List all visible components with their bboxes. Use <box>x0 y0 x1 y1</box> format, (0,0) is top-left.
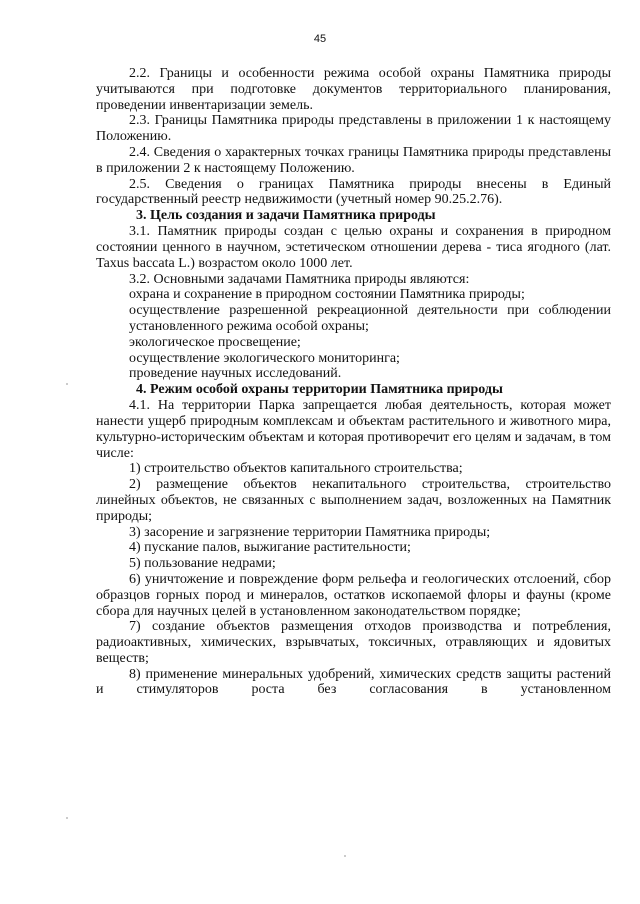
prohibition-item: 2) размещение объектов некапитального строительства, строительство линейных объектов, не связанных с выполнением задач, возложенных на Памятник природы; <box>96 477 611 524</box>
scan-speck <box>66 817 68 819</box>
task-item: осуществление экологического мониторинга; <box>129 350 400 366</box>
prohibition-item: 8) применение минеральных удобрений, химических средств защиты растений и стимуляторов роста без согласования в установленном <box>96 666 611 698</box>
scan-speck <box>66 383 68 385</box>
paragraph-2-2: 2.2. Границы и особенности режима особой охраны Памятника природы учитываются при подготовке документов территориального планирования, проведении инвентаризации земель. <box>96 66 611 113</box>
paragraph-3-2: 3.2. Основными задачами Памятника природы являются: <box>129 271 470 287</box>
prohibition-item: 3) засорение и загрязнение территории Памятника природы; <box>129 524 491 540</box>
paragraph-3-1: 3.1. Памятник природы создан с целью охраны и сохранения в природном состоянии ценного в научном, эстетическом отношении дерева - тиса ягодного (лат. Taxus baccata L.) возрастом около 1000 лет. <box>96 224 611 271</box>
prohibition-item: 7) создание объектов размещения отходов производства и потребления, радиоактивных, химических, взрывчатых, токсичных, отравляющих и ядовитых веществ; <box>96 619 611 666</box>
paragraph-4-1: 4.1. На территории Парка запрещается любая деятельность, которая может нанести ущерб природным комплексам и объектам растительного и животного мира, культурно-историческим объектам и которая противоречит его целям и задачам, в том числе: <box>96 398 611 461</box>
section-3-heading: 3. Цель создания и задачи Памятника природы <box>136 208 436 224</box>
task-item: экологическое просвещение; <box>129 334 301 350</box>
section-4-heading: 4. Режим особой охраны территории Памятника природы <box>136 382 503 398</box>
paragraph-2-4: 2.4. Сведения о характерных точках границы Памятника природы представлены в приложении 2 к настоящему Положению. <box>96 144 611 176</box>
document-body <box>96 66 611 698</box>
prohibition-item: 6) уничтожение и повреждение форм рельефа и геологических отслоений, сбор образцов горных пород и минералов, остатков ископаемой флоры и фауны (кроме сбора для научных целей в установленном законодательством порядке; <box>96 571 611 619</box>
task-item: осуществление разрешенной рекреационной деятельности при соблюдении установленного режима особой охраны; <box>129 303 611 334</box>
prohibition-item: 4) пускание палов, выжигание растительности; <box>129 540 411 556</box>
page-number: 45 <box>313 33 327 45</box>
paragraph-2-3: 2.3. Границы Памятника природы представлены в приложении 1 к настоящему Положению. <box>96 113 611 145</box>
task-item: охрана и сохранение в природном состоянии Памятника природы; <box>129 287 525 303</box>
scan-speck <box>344 855 346 857</box>
prohibition-item: 5) пользование недрами; <box>129 556 276 572</box>
paragraph-2-5: 2.5. Сведения о границах Памятника природы внесены в Единый государственный реестр недвижимости (учетный номер 90.25.2.76). <box>96 176 611 208</box>
prohibition-item: 1) строительство объектов капитального строительства; <box>129 461 463 477</box>
task-item: проведение научных исследований. <box>129 366 342 382</box>
